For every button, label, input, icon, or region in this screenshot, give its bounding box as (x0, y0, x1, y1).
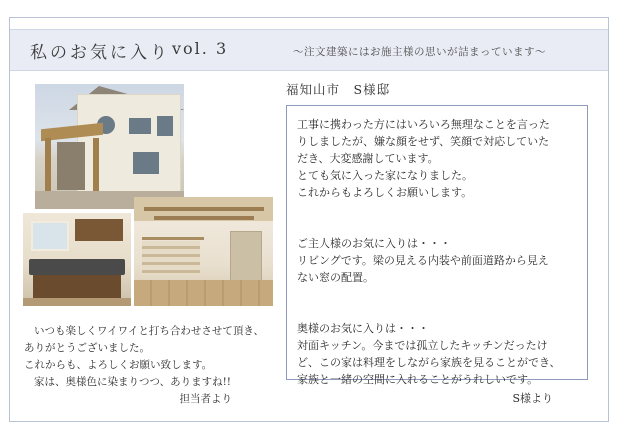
paragraph-spacer (297, 201, 577, 218)
kitchen-floor (23, 298, 131, 306)
note-line: いつも楽しくワイワイと打ち合わせさせて頂き、 (34, 325, 264, 337)
exterior-porch-post-left (45, 138, 51, 194)
page-title: 私のお気に入り (30, 43, 170, 63)
comment-line: ど、この家は料理をしながら家族を見ることができ、 (297, 356, 561, 369)
living-handrail (142, 237, 204, 240)
comment-line: 対面キッチン。今までは孤立したキッチンだったけ (297, 339, 548, 352)
note-line: これからも、よろしくお願い致します。 (24, 359, 213, 371)
volume-label: vol. 3 (172, 39, 229, 58)
comment-line: これからもよろしくお願いします。 (297, 186, 473, 199)
comment-line: 奥様のお気に入りは・・・ (297, 322, 429, 335)
comment-line: とても気に入った家になりました。 (297, 169, 473, 182)
note-line: ありがとうございました。 (24, 342, 150, 354)
living-beam-1 (144, 207, 264, 211)
exterior-window-side (155, 114, 175, 138)
owner-comment-box (286, 105, 588, 405)
paragraph-spacer (297, 303, 577, 320)
note-line: 家は、奥様色に染まりつつ、ありますね!! (34, 376, 232, 388)
kitchen-interior-photo (23, 213, 131, 306)
comment-line: ない窓の配置。 (297, 271, 374, 284)
staff-note (24, 323, 268, 408)
comment-line: 家族と一緒の空間に入れることがうれしいです。 (297, 373, 539, 386)
owner-signature: S様より (512, 392, 553, 405)
comment-line: だき、大変感謝しています。 (297, 152, 439, 165)
kitchen-window (31, 221, 69, 251)
exterior-window-lower (131, 150, 161, 176)
living-floor (134, 280, 273, 306)
living-door (230, 231, 262, 285)
house-exterior-photo (35, 84, 184, 209)
header-subtitle: 〜注文建築にはお施主様の思いが詰まっています〜 (293, 46, 546, 58)
exterior-window-upper (127, 116, 153, 136)
living-room-interior-photo (134, 197, 273, 306)
kitchen-upper-cabinet (75, 219, 123, 241)
paragraph-spacer (297, 286, 577, 303)
living-beam-2 (154, 216, 254, 220)
comment-line: 工事に携わった方にはいろいろ無理なことを言った (297, 118, 550, 131)
comment-line: ご主人様のお気に入りは・・・ (297, 237, 451, 250)
exterior-entrance-door (57, 142, 85, 190)
kitchen-countertop (29, 259, 125, 275)
living-stairs (142, 241, 200, 275)
staff-signature: 担当者より (179, 393, 232, 405)
exterior-porch-post-right (93, 138, 99, 194)
owner-label: 福知山市 S様邸 (286, 82, 391, 97)
comment-line: リビングです。梁の見える内装や前面道路から見え (297, 254, 549, 267)
comment-line: りしましたが、嫌な顔をせず、笑顔で対応していた (297, 135, 550, 148)
paragraph-spacer (297, 218, 577, 235)
